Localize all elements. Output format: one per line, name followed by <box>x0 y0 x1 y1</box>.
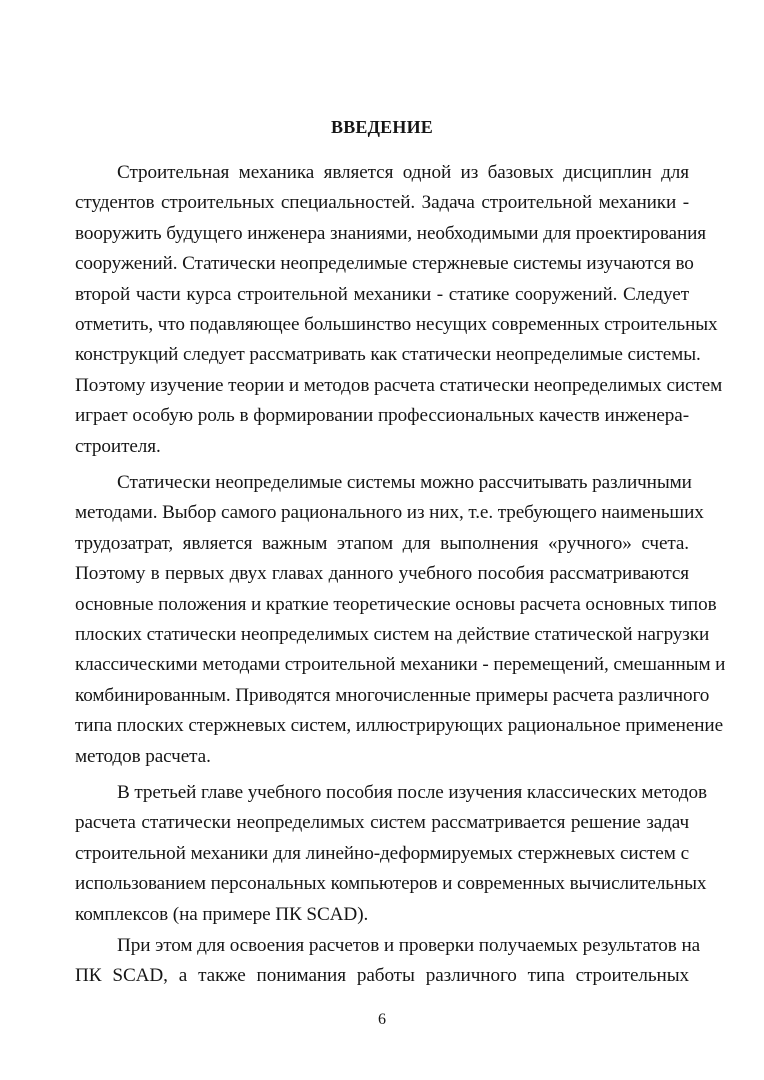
text-line: играет особую роль в формировании профессиональных качеств инженера- <box>75 405 689 426</box>
text-line: Поэтому изучение теории и методов расчета статически неопределимых систем <box>75 375 723 396</box>
text-line: конструкций следует рассматривать как статически неопределимые системы. <box>75 344 701 365</box>
text-line: классическими методами строительной механики - перемещений, смешанным и <box>75 654 726 675</box>
text-line: ПК SCAD, а также понимания работы различного типа строительных <box>75 965 689 986</box>
text-line: При этом для освоения расчетов и проверки получаемых результатов на <box>117 935 701 956</box>
text-line: использованием персональных компьютеров и современных вычислительных <box>75 873 707 894</box>
text-line: студентов строительных специальностей. Задача строительной механики - <box>75 192 689 213</box>
text-line: строителя. <box>75 436 161 457</box>
text-line: плоских статически неопределимых систем на действие статической нагрузки <box>75 624 710 645</box>
text-line: комплексов (на примере ПК SCAD). <box>75 904 369 925</box>
page-number: 6 <box>378 1011 386 1028</box>
text-line: В третьей главе учебного пособия после изучения классических методов <box>117 782 707 803</box>
text-line: трудозатрат, является важным этапом для выполнения «ручного» счета. <box>75 533 689 554</box>
text-line: методов расчета. <box>75 746 211 767</box>
section-heading: ВВЕДЕНИЕ <box>330 117 433 137</box>
text-line: второй части курса строительной механики - статике сооружений. Следует <box>75 284 689 305</box>
text-line: отметить, что подавляющее большинство несущих современных строительных <box>75 314 718 335</box>
text-line: вооружить будущего инженера знаниями, необходимыми для проектирования <box>75 223 707 244</box>
text-line: методами. Выбор самого рационального из них, т.е. требующего наименьших <box>75 502 704 523</box>
text-line: комбинированным. Приводятся многочисленные примеры расчета различного <box>75 685 710 706</box>
text-line: основные положения и краткие теоретические основы расчета основных типов <box>75 594 717 615</box>
text-line: расчета статически неопределимых систем рассматривается решение задач <box>75 812 689 833</box>
text-line: типа плоских стержневых систем, иллюстрирующих рациональное применение <box>75 715 723 736</box>
text-line: Строительная механика является одной из базовых дисциплин для <box>117 162 689 183</box>
text-line: строительной механики для линейно-деформируемых стержневых систем с <box>75 843 689 864</box>
text-line: Поэтому в первых двух главах данного учебного пособия рассматриваются <box>75 563 689 584</box>
text-line: сооружений. Статически неопределимые стержневые системы изучаются во <box>75 253 694 274</box>
text-line: Статически неопределимые системы можно рассчитывать различными <box>117 472 692 493</box>
